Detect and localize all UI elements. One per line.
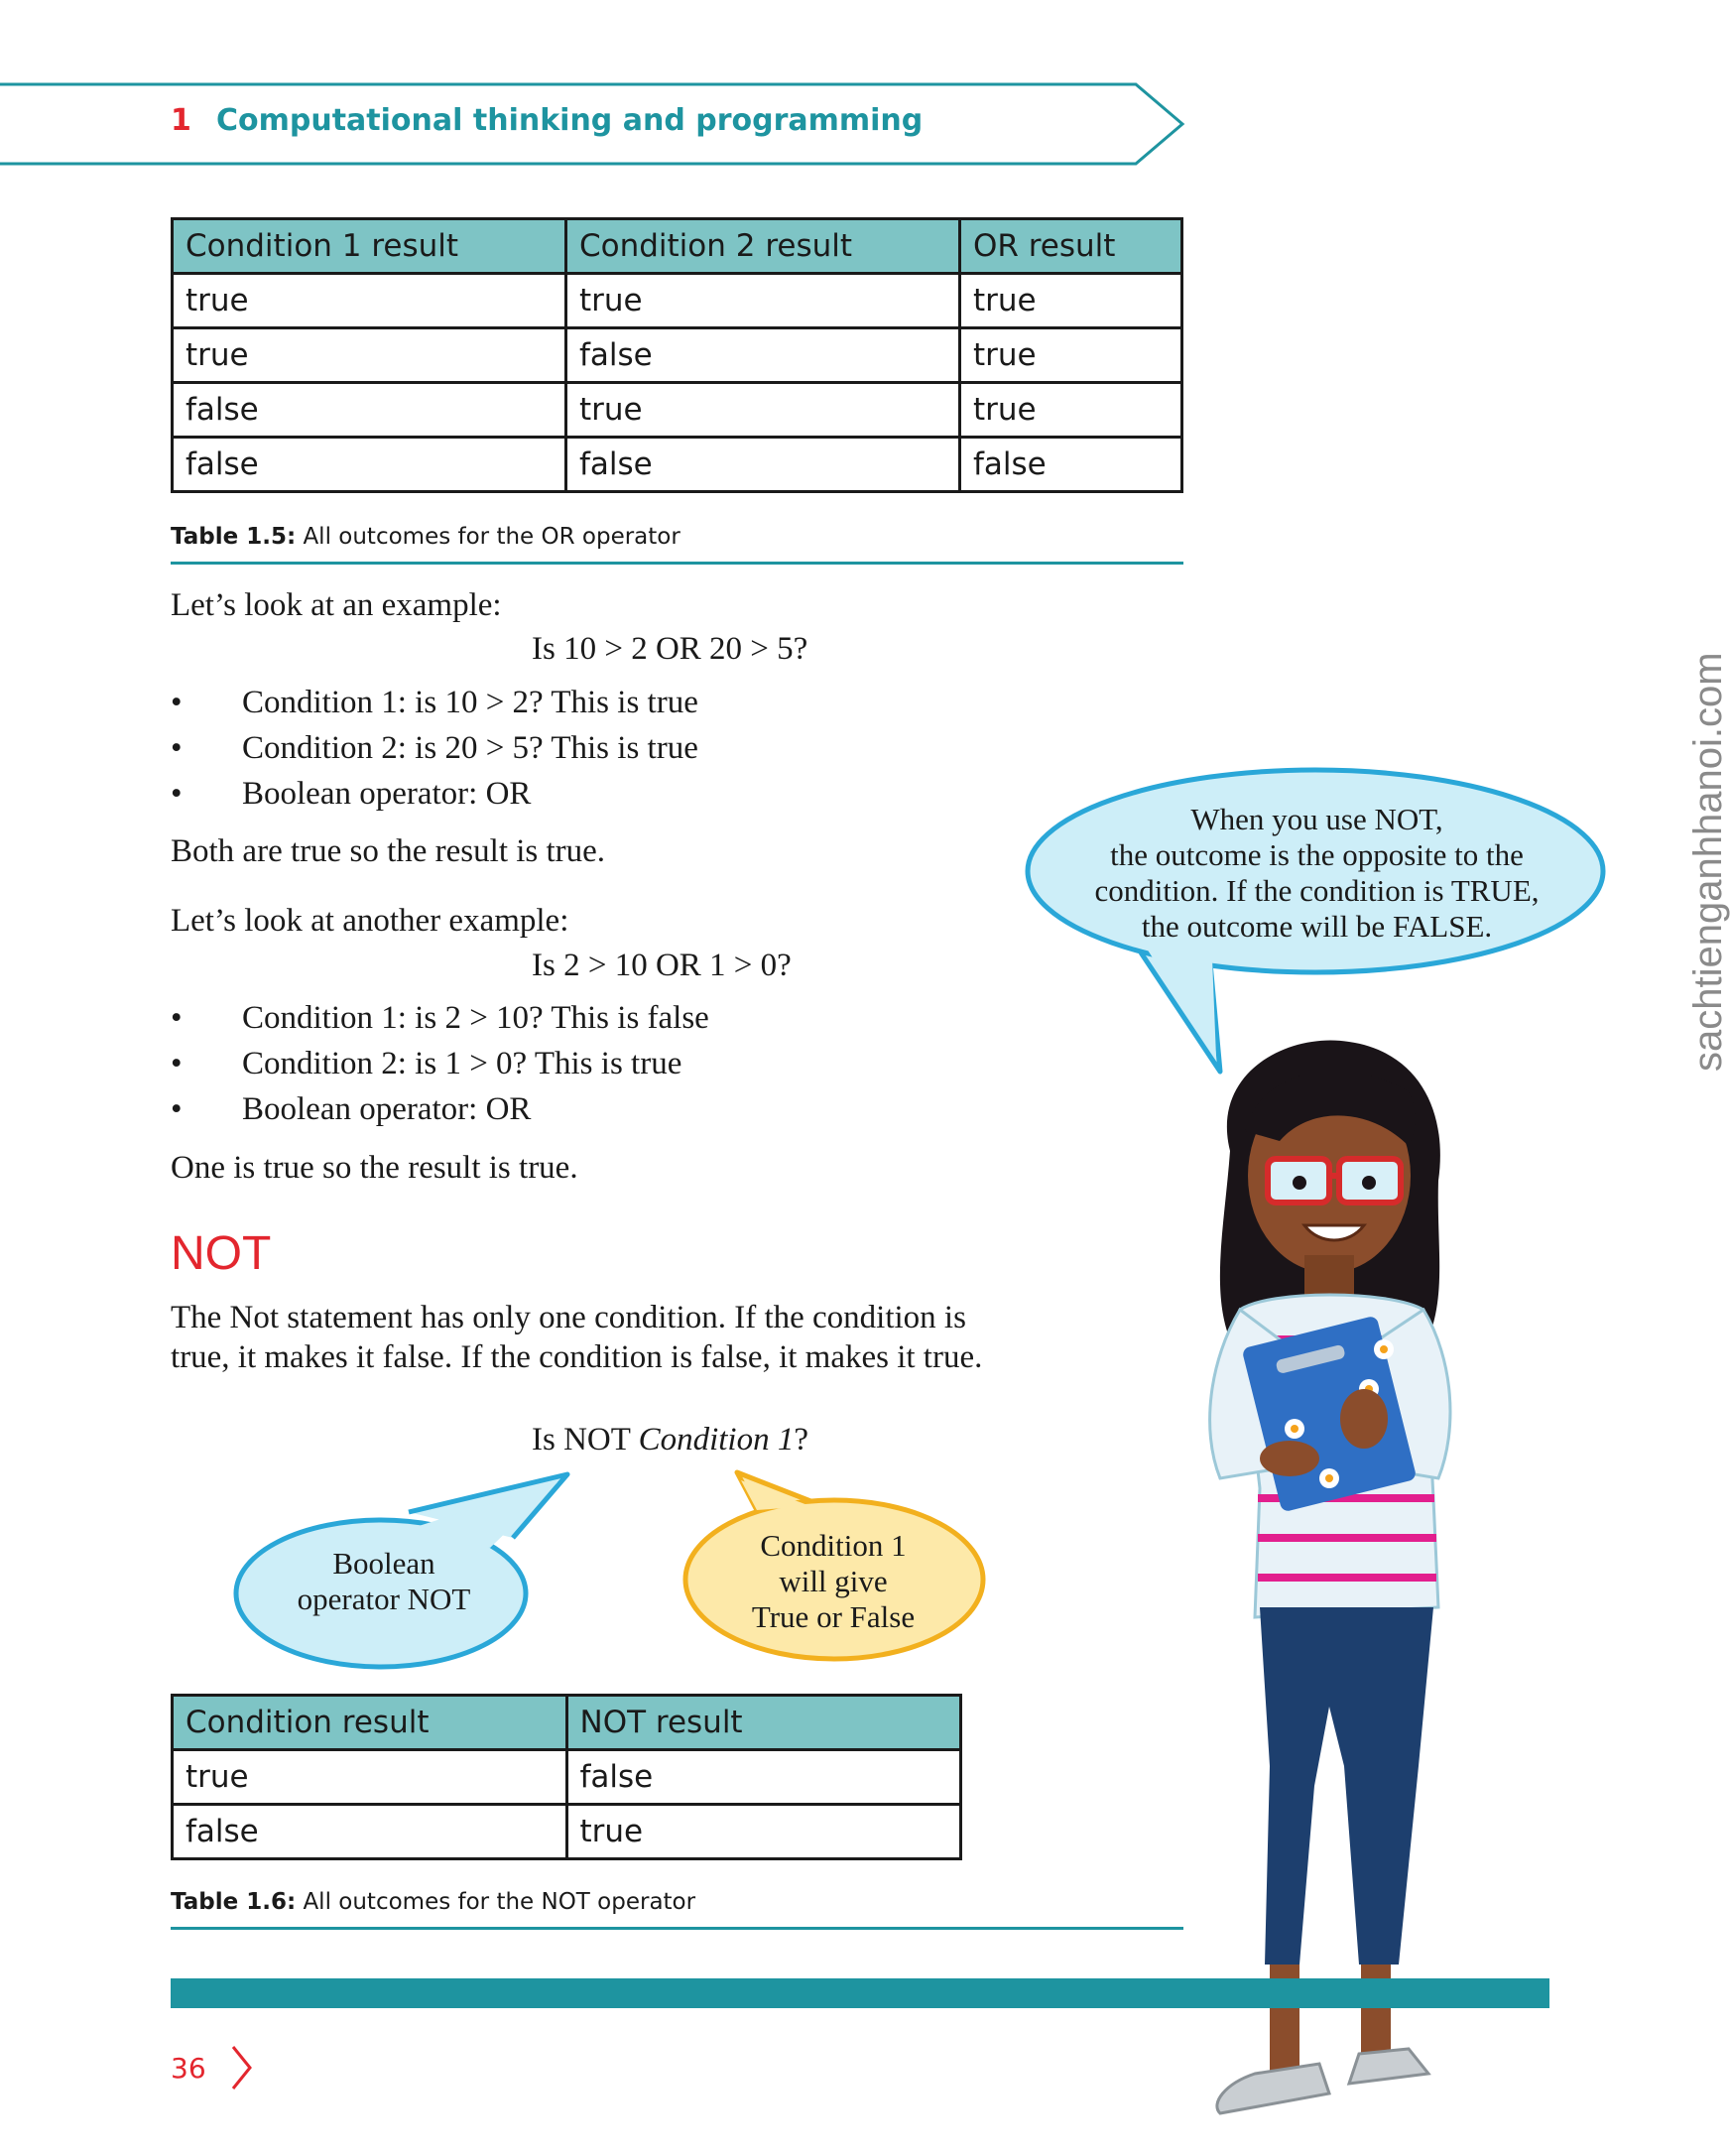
example-conclusion: Both are true so the result is true.	[171, 833, 606, 869]
section-paragraph: The Not statement has only one condition. If the condition is true, it makes it false. If the condition is false, it makes it true.	[171, 1300, 983, 1375]
chevron-right-icon	[230, 2044, 254, 2092]
chapter-number: 1	[171, 103, 191, 138]
list-item: • Boolean operator: OR	[171, 1091, 709, 1137]
example-intro: Let’s look at another example:	[171, 903, 569, 939]
table-caption	[171, 524, 680, 550]
example-question: Is 10 > 2 OR 20 > 5?	[532, 631, 808, 667]
chapter-title: Computational thinking and programming	[216, 103, 924, 138]
condition-bubble-text	[714, 1528, 952, 1635]
caption-divider	[171, 1927, 1183, 1930]
page-number: 36	[171, 2052, 206, 2085]
question-italic: Condition 1	[638, 1422, 795, 1458]
not-outcomes-table	[171, 1694, 962, 1860]
table-header: OR result	[959, 219, 1181, 274]
bubble-line: will give	[779, 1564, 888, 1598]
boolean-bubble-text	[260, 1546, 508, 1617]
list-item: • Condition 2: is 1 > 0? This is true	[171, 1046, 709, 1091]
table-row	[173, 438, 1182, 492]
table-cell: false	[566, 1750, 961, 1805]
table-cell: true	[959, 274, 1181, 328]
example-conclusion: One is true so the result is true.	[171, 1150, 578, 1186]
table-cell: false	[565, 328, 959, 383]
speech-bubble-text	[1042, 802, 1592, 945]
table-row	[173, 383, 1182, 438]
example-bullet-list	[171, 1000, 709, 1137]
table-row	[173, 274, 1182, 328]
caption-text: All outcomes for the NOT operator	[296, 1889, 696, 1915]
list-item: • Condition 1: is 2 > 10? This is false	[171, 1000, 709, 1046]
bubble-line: True or False	[751, 1599, 916, 1634]
table-caption	[171, 1889, 695, 1915]
section-heading: NOT	[171, 1227, 272, 1280]
table-cell: true	[959, 328, 1181, 383]
bubble-line: condition. If the condition is TRUE,	[1094, 873, 1540, 908]
table-cell: true	[565, 383, 959, 438]
bubble-line: Boolean	[332, 1546, 435, 1581]
question-suffix: ?	[794, 1422, 808, 1458]
caption-label: Table 1.6:	[171, 1889, 297, 1915]
table-header: Condition 2 result	[565, 219, 959, 274]
list-item: • Boolean operator: OR	[171, 776, 698, 822]
table-header: Condition 1 result	[173, 219, 566, 274]
watermark: sachtienganhhanoi.com	[1686, 652, 1730, 1072]
example-question: Is 2 > 10 OR 1 > 0?	[532, 948, 792, 983]
list-item: • Condition 2: is 20 > 5? This is true	[171, 730, 698, 776]
caption-text: All outcomes for the OR operator	[296, 524, 680, 550]
table-cell: false	[173, 438, 566, 492]
table-cell: false	[173, 383, 566, 438]
table-header: NOT result	[566, 1696, 961, 1750]
table-row	[173, 1750, 961, 1805]
table-cell: true	[565, 274, 959, 328]
bubble-line: When you use NOT,	[1190, 802, 1443, 836]
table-cell: true	[173, 274, 566, 328]
table-row	[173, 1805, 961, 1859]
example-bullet-list	[171, 685, 698, 822]
table-row	[173, 328, 1182, 383]
bubble-line: Condition 1	[760, 1528, 907, 1563]
table-cell: false	[959, 438, 1181, 492]
caption-divider	[171, 562, 1183, 565]
bubble-line: the outcome is the opposite to the	[1110, 837, 1524, 872]
bubble-line: operator NOT	[297, 1582, 471, 1616]
bubble-line: the outcome will be FALSE.	[1141, 909, 1493, 944]
table-cell: false	[565, 438, 959, 492]
table-cell: true	[566, 1805, 961, 1859]
table-cell: false	[173, 1805, 567, 1859]
table-header: Condition result	[173, 1696, 567, 1750]
table-cell: true	[959, 383, 1181, 438]
question-prefix: Is NOT	[532, 1422, 639, 1458]
caption-label: Table 1.5:	[171, 524, 297, 550]
or-outcomes-table	[171, 217, 1183, 493]
example-intro: Let’s look at an example:	[171, 587, 502, 623]
footer-bar	[171, 1978, 1549, 2008]
table-cell: true	[173, 1750, 567, 1805]
girl-illustration	[1171, 1012, 1488, 2123]
not-question	[532, 1422, 808, 1458]
list-item: • Condition 1: is 10 > 2? This is true	[171, 685, 698, 730]
table-cell: true	[173, 328, 566, 383]
